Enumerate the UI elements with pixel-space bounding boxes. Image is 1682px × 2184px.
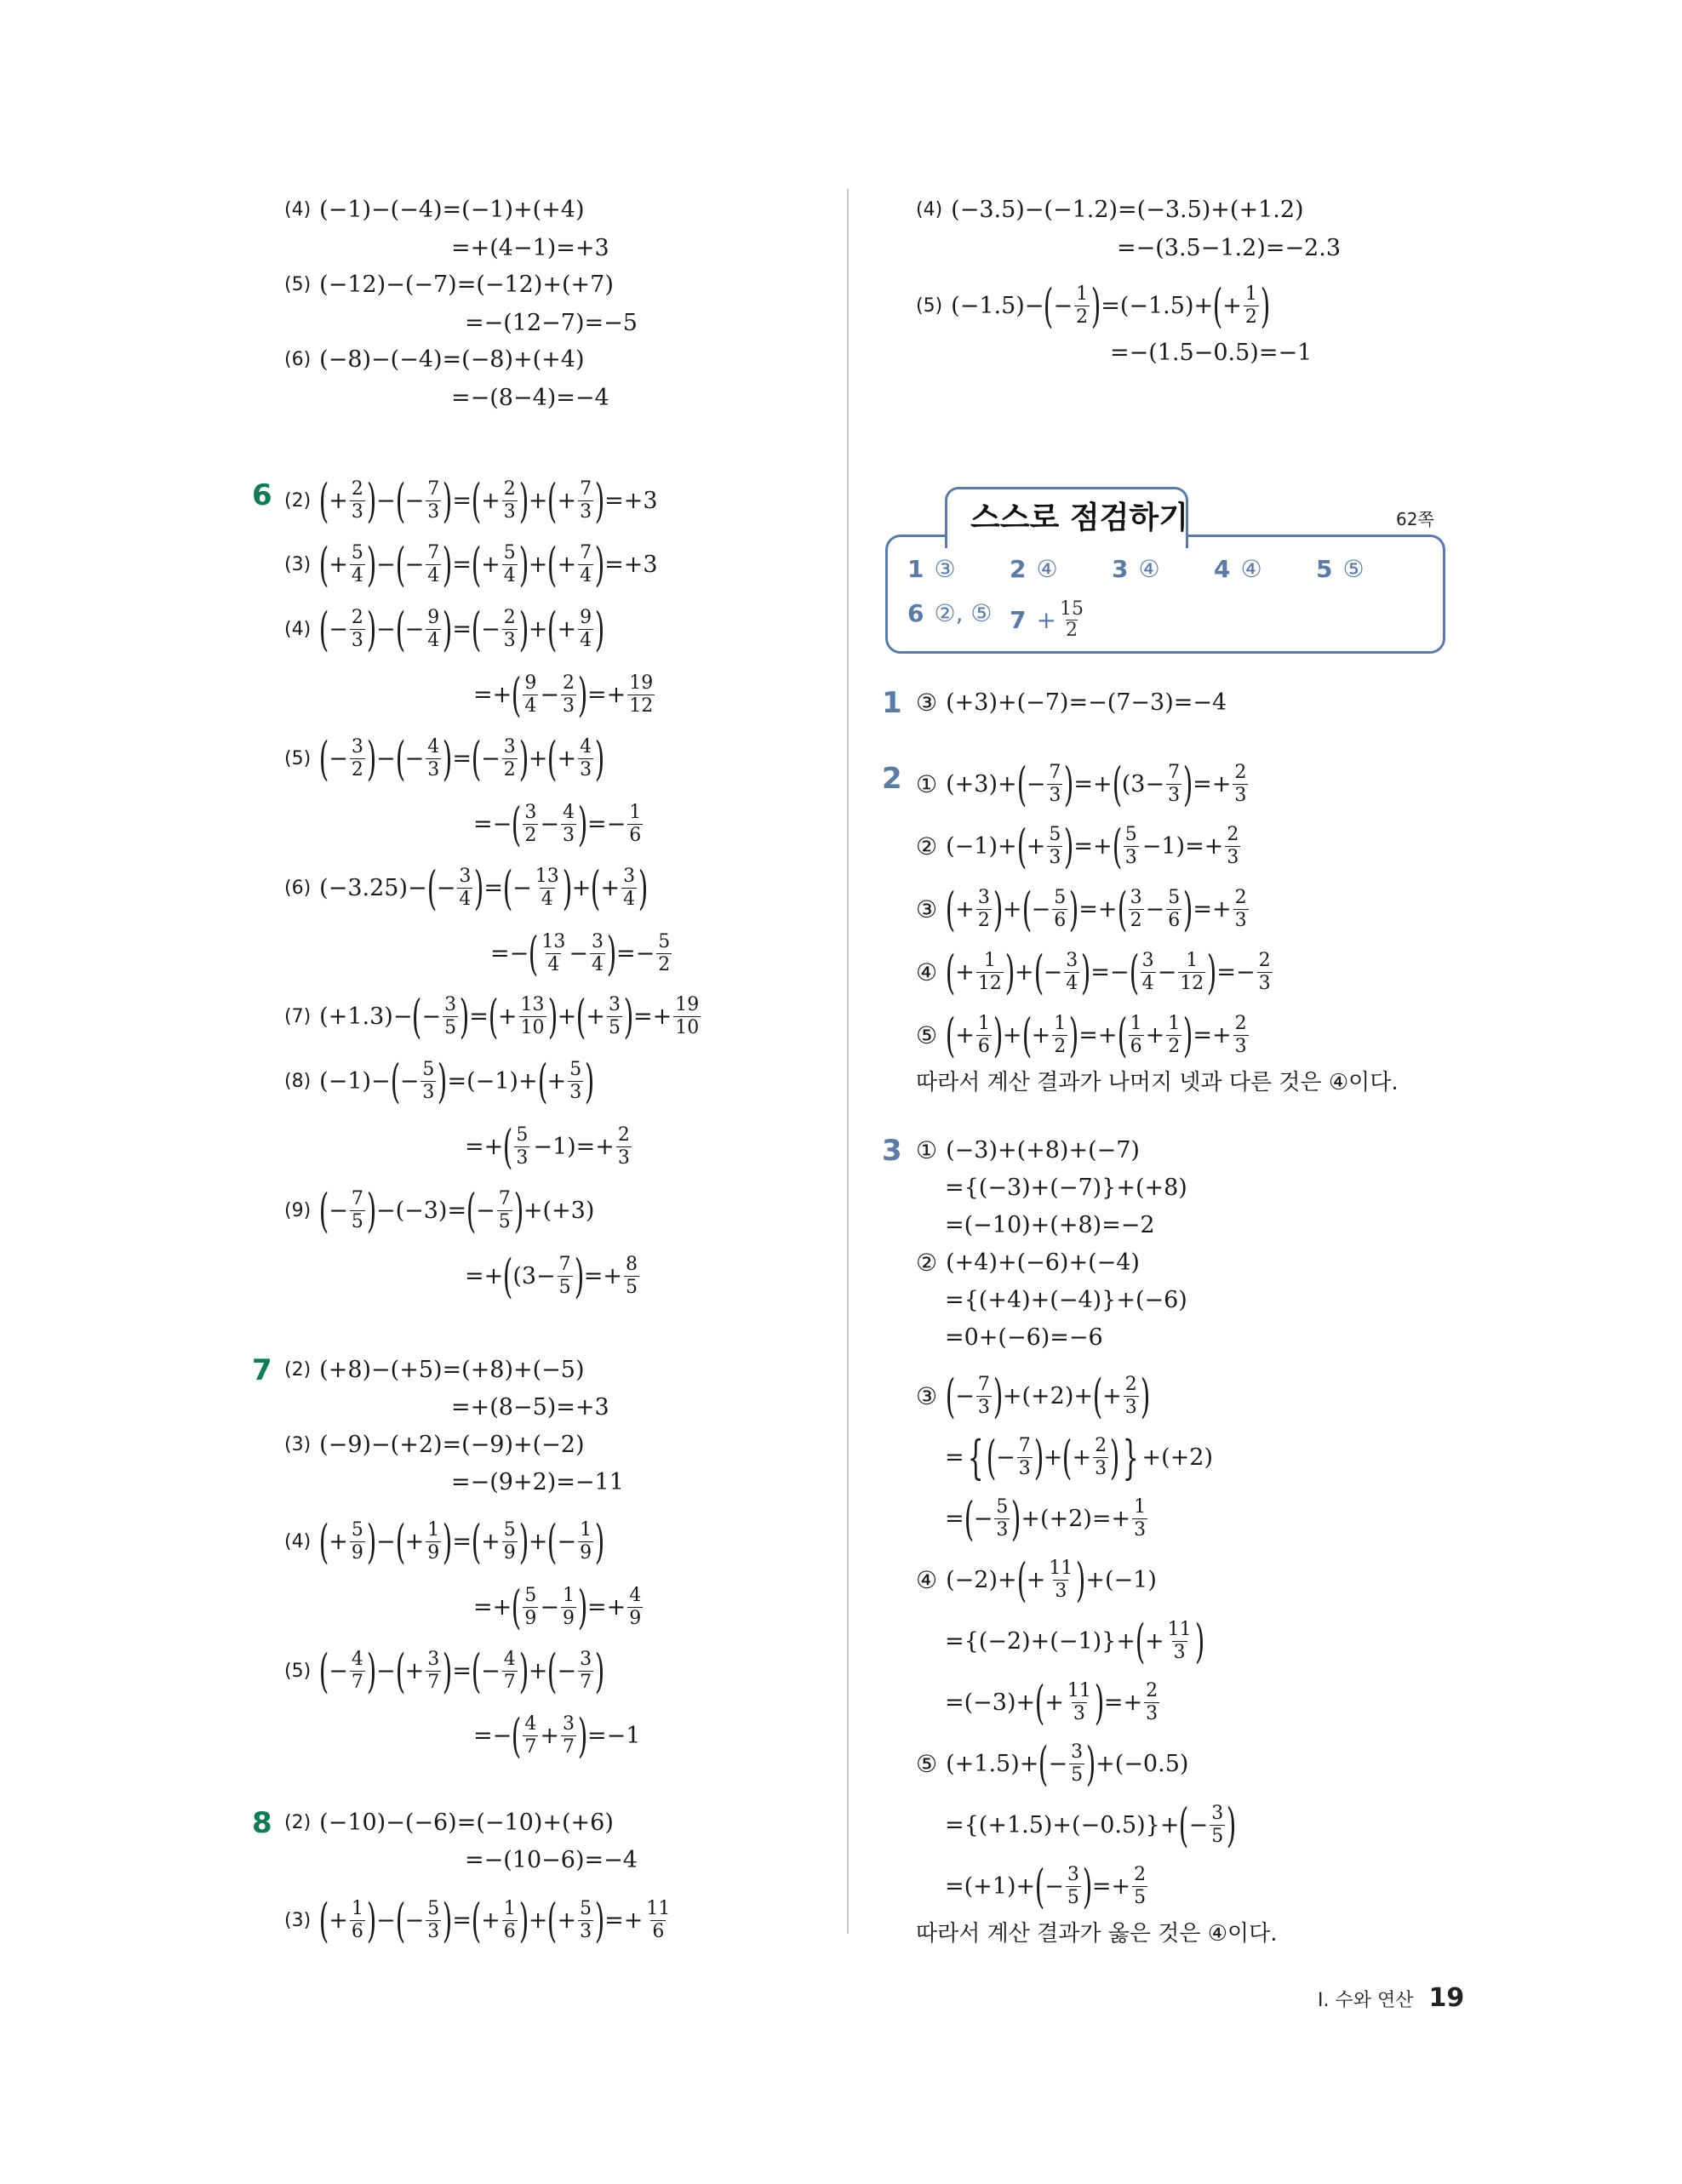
q3-option-3-line3: = ( − 5 3 ) +(+2)=+ $\frac{1}{3}$ (945, 1491, 1147, 1546)
self-check-page-ref: 62쪽 (1396, 509, 1434, 529)
q3-option-3-line2: = { ( − 7 3 ) + ( + 2 3 ) } +(+2) (945, 1430, 1214, 1484)
answer-6: 6 ②, ⑤ (907, 599, 993, 627)
p7-5-line2: =− ( 4 7 + 3 7 ) =−1 (473, 1708, 641, 1763)
r5-5-line1: (5) (−1.5)− ( − 1 2 ) =(−1.5)+ ( + 1 2 ) (916, 278, 1271, 333)
problem-number-6: 6 (252, 478, 272, 512)
p8-3: (3) ( + 1 6 ) − ( − 5 3 ) = ( + 1 6 ) + ( + 5 3 ) =+ 11 6 (284, 1893, 671, 1947)
p6-6-line2: =− ( 13 4 − 3 4 ) =− 5 2 (490, 926, 671, 981)
self-check-title: 스스로 점검하기 (970, 500, 1188, 535)
q3-option-1-line2: ={(−3)+(−7)}+(+8) (945, 1175, 1187, 1201)
p5-5-line2: =−(12−7)=−5 (465, 310, 638, 336)
q3-option-5-line3: =(+1)+ ( − 3 5 ) =+ $\frac{2}{5}$ (945, 1859, 1147, 1913)
question-number-1: 1 (882, 686, 902, 720)
q2-option-2: ② (−1)+ ( + 5 3 ) =+ ( 5 3 −1) =+ 2 3 (916, 819, 1239, 873)
answer-4: 4 ④ (1214, 555, 1262, 583)
p8-2-line1: (2) (−10)−(−6)=(−10)+(+6) (284, 1810, 614, 1836)
footer-section: Ⅰ. 수와 연산 (1318, 1990, 1414, 2011)
q3-option-2-line3: =0+(−6)=−6 (945, 1324, 1103, 1351)
p5-6-line2: =−(8−4)=−4 (451, 385, 609, 411)
p6-6-line1: (6) (−3.25) − ( − 3 4 ) = ( − 13 4 ) + ( + 3 4 ) (284, 860, 649, 915)
q3-option-4-line3: =(−3)+ ( + 11 3 ) =+ $\frac{2}{3}$ (945, 1675, 1159, 1729)
p5-4-line1: (4) (−1)−(−4)=(−1)+(+4) (284, 197, 585, 223)
answer-2: 2 ④ (1010, 555, 1058, 583)
r5-4-line2: =−(3.5−1.2)=−2.3 (1117, 235, 1341, 261)
p6-9-line1: (9) ( − 7 5 ) −(−3) = ( − 7 5 ) +(+3) (284, 1183, 595, 1238)
p5-5-line1: (5) (−12)−(−7)=(−12)+(+7) (284, 272, 614, 298)
p6-7: (7) (+1.3) − ( − 3 5 ) = ( + 13 10 ) + ( + 3 5 ) =+ 19 10 (284, 989, 700, 1043)
q2-option-3: ③ ( + 3 2 ) + ( − 5 6 ) =+ ( 3 2 − 5 6 ) =+ 2 3 (916, 882, 1247, 936)
question-number-3: 3 (882, 1134, 902, 1168)
p5-4-line2: =+(4−1)=+3 (451, 235, 609, 261)
p7-5-line1: (5) ( − 4 7 ) − ( + 3 7 ) = ( − 4 7 ) + ( − 3 7 ) (284, 1644, 605, 1698)
p6-5-line1: (5) ( − 3 2 ) − ( − 4 3 ) = ( − 3 2 ) + ( + 4 3 ) (284, 731, 605, 786)
p7-4-line2: =+ ( 5 9 − 1 9 ) =+ 4 9 (473, 1580, 642, 1634)
p7-2-line1: (2) (+8)−(+5)=(+8)+(−5) (284, 1357, 585, 1383)
answer-1: 1 ③ (907, 555, 956, 583)
column-divider (847, 189, 849, 1934)
p8-2-line2: =−(10−6)=−4 (465, 1847, 638, 1873)
q3-option-5-line1: ⑤ (+1.5)+ ( − 3 5 ) +(−0.5) (916, 1736, 1189, 1791)
q3-option-1-line3: =(−10)+(+8)=−2 (945, 1212, 1155, 1238)
r5-5-line2: =−(1.5−0.5)=−1 (1110, 340, 1313, 366)
q3-conclusion: 따라서 계산 결과가 옳은 것은 ④이다. (916, 1921, 1278, 1947)
p6-5-line2: =− ( 3 2 − 4 3 ) =− 1 6 (473, 797, 642, 851)
p7-4-line1: (4) ( + 5 9 ) − ( + 1 9 ) = ( + 5 9 ) + ( − 1 9 ) (284, 1514, 605, 1569)
p5-6-line1: (6) (−8)−(−4)=(−8)+(+4) (284, 346, 585, 373)
page-number: 19 (1428, 1983, 1465, 2013)
p7-3-line2: =−(9+2)=−11 (451, 1469, 624, 1495)
question-number-2: 2 (882, 762, 902, 796)
page-footer (1318, 1983, 1464, 2013)
r5-4-line1: (4) (−3.5)−(−1.2)=(−3.5)+(+1.2) (916, 197, 1304, 223)
p7-2-line2: =+(8−5)=+3 (451, 1394, 609, 1421)
q3-option-1-line1: ① (−3)+(+8)+(−7) (916, 1136, 1140, 1164)
p6-9-line2: =+ ( (3 − 7 5 ) =+ 8 5 (465, 1249, 638, 1303)
p6-8-line2: =+ ( 5 3 −1) =+ 2 3 (465, 1119, 630, 1174)
answer-5: 5 ⑤ (1316, 555, 1364, 583)
q3-option-4-line1: ④ (−2)+ ( + 11 3 ) +(−1) (916, 1552, 1157, 1607)
q3-option-2-line1: ② (+4)+(−6)+(−4) (916, 1249, 1140, 1277)
p6-4-line1: (4) ( − 2 3 ) − ( − 9 4 ) = ( − 2 3 ) + ( + 9 4 ) (284, 602, 605, 656)
self-check-box (885, 535, 1445, 654)
p7-3-line1: (3) (−9)−(+2)=(−9)+(−2) (284, 1432, 585, 1458)
q3-option-3-line1: ③ ( − 7 3 ) +(+2)+ ( + 2 3 ) (916, 1369, 1151, 1423)
answer-7: 7 + $\frac{15}{2}$ (1010, 598, 1084, 641)
answer-3: 3 ④ (1112, 555, 1160, 583)
q2-option-4: ④ ( + 1 12 ) + ( − 3 4 ) =− ( 3 4 − 1 12 ) =− 2 3 (916, 945, 1271, 999)
problem-number-7: 7 (252, 1353, 272, 1387)
q2-option-5: ⑤ ( + 1 6 ) + ( + 1 2 ) =+ ( 1 6 + 1 2 ) =+ 2 3 (916, 1008, 1247, 1062)
q3-option-2-line2: ={(+4)+(−4)}+(−6) (945, 1287, 1187, 1313)
problem-number-8: 8 (252, 1806, 272, 1840)
q1-solution: ③ (+3)+(−7)=−(7−3)=−4 (916, 689, 1227, 717)
q2-conclusion: 따라서 계산 결과가 나머지 넷과 다른 것은 ④이다. (916, 1070, 1399, 1095)
p6-8-line1: (8) (−1) − ( − 5 3 ) =(−1) + ( + 5 3 ) (284, 1054, 595, 1108)
p6-3: (3) ( + 5 4 ) − ( − 7 4 ) = ( + 5 4 ) + ( + 7 4 ) =+3 (284, 537, 658, 592)
q3-option-5-line2: ={(+1.5)+(−0.5)}+ ( − 3 5 ) (945, 1798, 1237, 1852)
q3-option-4-line2: ={(−2)+(−1)}+ ( + 11 3 ) (945, 1614, 1205, 1668)
p6-4-line2: =+ ( 9 4 − 2 3 ) =+ 19 12 (473, 667, 654, 722)
p6-2: (2) ( + 2 3 ) − ( − 7 3 ) = ( + 2 3 ) + ( + 7 3 ) =+3 (284, 473, 658, 528)
q2-option-1: ① (+3)+ ( − 7 3 ) =+ ( (3 − 7 3 ) =+ 2 3 (916, 757, 1247, 811)
